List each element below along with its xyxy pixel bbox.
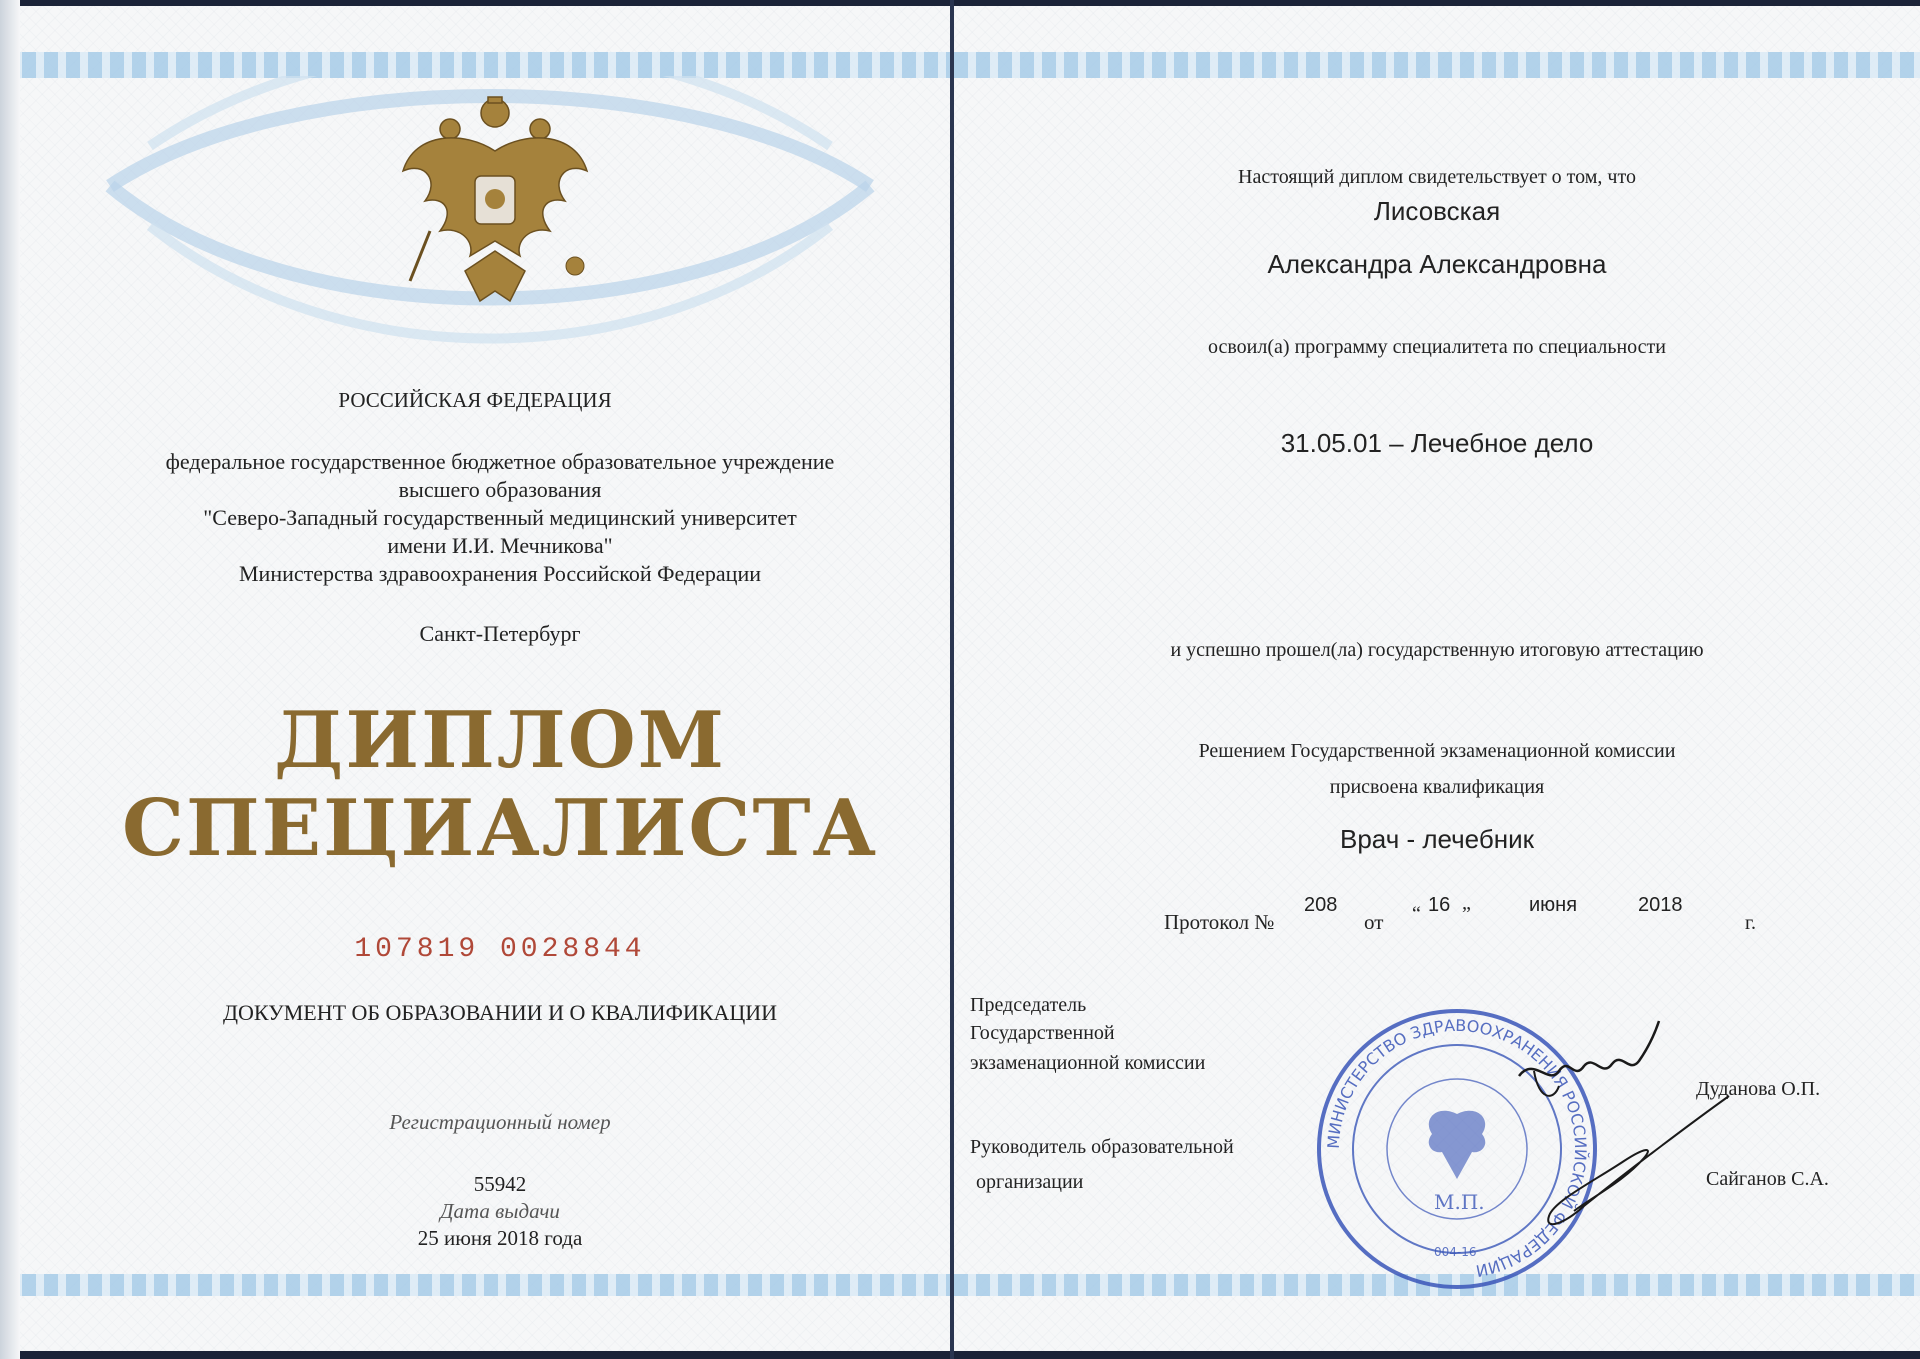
diploma-right-page: [954, 6, 1920, 1351]
protocol-day: 16: [1428, 894, 1451, 916]
holder-given-names: Александра Александровна: [1267, 249, 1607, 279]
institution-line-5: Министерства здравоохранения Российской Федерации: [239, 561, 761, 586]
head-name: Сайганов С.А.: [1706, 1168, 1829, 1190]
head-signature: [1494, 1086, 1734, 1236]
protocol-year: 2018: [1638, 894, 1683, 916]
registration-label: Регистрационный номер: [389, 1110, 611, 1134]
intro-text: Настоящий диплом свидетельствует о том, что: [1238, 166, 1636, 188]
head-title-line-2: организации: [976, 1171, 1084, 1193]
coat-of-arms-icon: [395, 91, 595, 306]
issue-date: 25 июня 2018 года: [417, 1226, 583, 1250]
chair-title-line-2: Государственной: [970, 1022, 1115, 1044]
country-name: РОССИЙСКАЯ ФЕДЕРАЦИЯ: [338, 388, 612, 412]
issue-date-label: Дата выдачи: [440, 1199, 560, 1223]
specialty: 31.05.01 – Лечебное дело: [1280, 428, 1594, 458]
bottom-ornament-band: [0, 1274, 950, 1296]
diploma-left-page: [0, 6, 950, 1351]
program-text: освоил(а) программу специалитета по специальности: [1208, 336, 1666, 358]
document-type: ДОКУМЕНТ ОБ ОБРАЗОВАНИИ И О КВАЛИФИКАЦИИ: [222, 1000, 777, 1025]
institution-line-1: федеральное государственное бюджетное образовательное учреждение: [165, 449, 835, 474]
protocol-from: от: [1364, 910, 1384, 934]
seal-text: МИНИСТЕРСТВО ЗДРАВООХРАНЕНИЯ РОССИЙСКОЙ ФЕДЕРАЦИИ: [1323, 1015, 1591, 1281]
quote-open: “: [1412, 903, 1421, 925]
seal-code: 004-16: [1434, 1245, 1477, 1259]
chair-name: Дуданова О.П.: [1696, 1078, 1821, 1100]
attestation-text: и успешно прошел(ла) государственную итоговую аттестацию: [1170, 639, 1704, 661]
year-suffix: г.: [1745, 912, 1756, 934]
protocol-number: 208: [1304, 894, 1338, 916]
protocol-label: Протокол №: [1164, 910, 1275, 934]
chair-title-line-1: Председатель: [970, 994, 1087, 1016]
protocol-month: июня: [1529, 894, 1578, 916]
top-ornament-band: [0, 52, 950, 78]
institution-line-4: имени И.И. Мечникова": [387, 533, 613, 558]
decision-line-1: Решением Государственной экзаменационной комиссии: [1198, 740, 1676, 762]
seal-mark: М.П.: [1434, 1190, 1485, 1214]
institution-line-3: "Северо-Западный государственный медицинский университет: [203, 505, 797, 530]
decision-line-2: присвоена квалификация: [1329, 776, 1545, 798]
institution-line-2: высшего образования: [398, 477, 602, 502]
serial-number: 107819 0028844: [354, 934, 646, 965]
city-name: Санкт-Петербург: [419, 621, 581, 646]
page-edge-shadow: [0, 0, 20, 1359]
top-ornament-band: [954, 52, 1920, 78]
holder-surname: Лисовская: [1373, 196, 1501, 226]
diploma-title-line-1: ДИПЛОМ: [274, 695, 726, 786]
diploma-title-line-2: СПЕЦИАЛИСТА: [121, 783, 879, 874]
chair-title-line-3: экзаменационной комиссии: [970, 1052, 1206, 1074]
qualification: Врач - лечебник: [1340, 824, 1534, 854]
quote-close: „: [1462, 892, 1471, 914]
registration-number: 55942: [473, 1172, 527, 1196]
head-title-line-1: Руководитель образовательной: [970, 1136, 1234, 1158]
